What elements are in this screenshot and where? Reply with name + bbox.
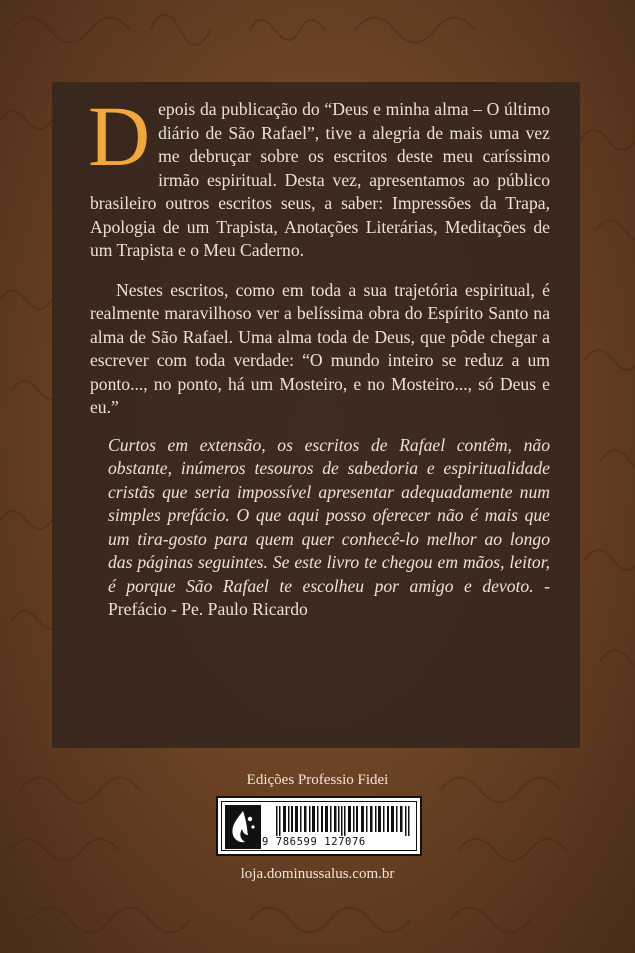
quote-text: Curtos em extensão, os escritos de Rafael contêm, não obstante, inúmeros tesouros de sabedoria e espiritualidade cristãs que seria impossível apresentar adequadamente num simples prefácio. O que aqui posso oferecer não é mais que um tira-gosto para quem quer conhecê-lo melhor ao longo das páginas seguintes. Se este livro te chegou em mãos, leitor, é porque São Rafael te escolheu por amigo e devoto. <box>108 434 550 596</box>
quote-attribution: - Prefácio - Pe. Paulo Ricardo <box>108 575 550 619</box>
publisher-flame-logo <box>225 805 261 849</box>
intro-paragraph <box>88 88 550 263</box>
isbn-number: 9 786599 127076 <box>262 836 366 848</box>
barcode-bars <box>276 806 410 836</box>
preface-quote <box>90 434 550 622</box>
second-paragraph: Nestes escritos, como em toda a sua trajetória espiritual, é realmente maravilhoso ver a belíssima obra do Espírito Santo na alma de São Rafael. Uma alma toda de Deus, que pôde chegar a escrever com toda verdade: “O mundo inteiro se reduz a um ponto..., no ponto, há um Mosteiro, e no Mosteiro..., só Deus e eu.” <box>90 279 550 417</box>
intro-paragraph-text: epois da publicação do “Deus e minha alma – O último diário de São Rafael”, tive a alegria de mais uma vez me debruçar sobre os escritos deste meu caríssimo irmão espiritual. Desta vez, apresentamos ao público brasileiro outros escritos seus, a saber: Impressões da Trapa, Apologia de um Trapista, Anotações Literárias, Meditações de um Trapista e o Meu Caderno. <box>90 99 550 260</box>
back-cover-text-panel <box>52 82 580 748</box>
drop-cap: D <box>88 88 151 184</box>
publisher-name: Edições Professio Fidei <box>246 772 389 788</box>
barcode <box>216 796 422 856</box>
store-website: loja.dominussalus.com.br <box>240 866 395 882</box>
